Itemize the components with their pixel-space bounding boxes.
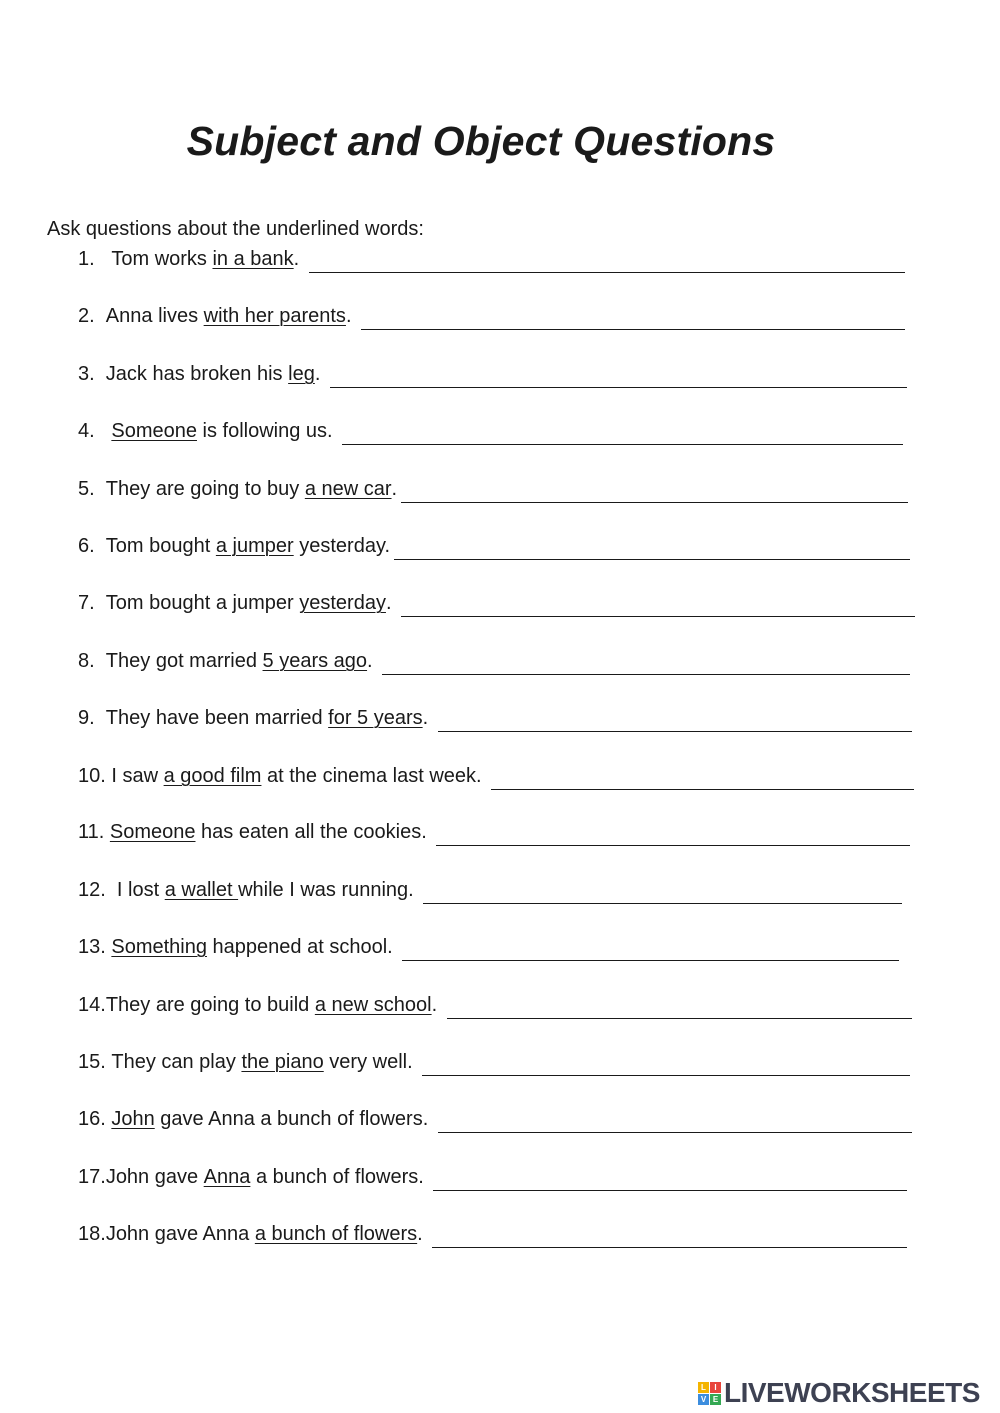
question-text: is following us. (196, 420, 339, 442)
question-item (78, 1051, 910, 1081)
question-text: . (345, 305, 358, 327)
question-number: 11. (78, 821, 110, 843)
question-text: very well. (323, 1051, 419, 1073)
question-number: 2. (78, 305, 106, 327)
question-text: John gave (105, 1166, 204, 1188)
question-number: 8. (78, 650, 106, 672)
underlined-words: a new car (304, 478, 392, 500)
question-text: . (314, 363, 326, 385)
question-text: They have been married (105, 707, 329, 729)
logo-letter: I (710, 1382, 721, 1393)
underlined-words: leg (288, 363, 315, 385)
answer-line[interactable] (436, 845, 910, 846)
answer-line[interactable] (309, 272, 905, 273)
answer-line[interactable] (438, 1132, 912, 1133)
answer-line[interactable] (432, 1247, 907, 1248)
underlined-words: with her parents (203, 305, 346, 327)
question-item (78, 1223, 907, 1253)
question-text: Anna lives (105, 305, 204, 327)
question-text: They got married (105, 650, 263, 672)
question-text: . (417, 1223, 429, 1245)
underlined-words: Something (111, 936, 207, 958)
question-text: has eaten all the cookies. (195, 821, 433, 843)
answer-line[interactable] (447, 1018, 912, 1019)
underlined-words: Someone (109, 821, 196, 843)
underlined-words: John (111, 1108, 155, 1130)
question-text: . (385, 592, 398, 614)
answer-line[interactable] (382, 674, 910, 675)
underlined-words: a good film (163, 765, 262, 787)
answer-line[interactable] (422, 1075, 910, 1076)
question-item (78, 650, 910, 680)
question-text: . (391, 478, 398, 500)
question-text: I saw (111, 765, 164, 787)
question-item (78, 248, 905, 278)
question-number: 16. (78, 1108, 112, 1130)
question-item (78, 707, 912, 737)
answer-line[interactable] (342, 444, 903, 445)
answer-line[interactable] (361, 329, 905, 330)
question-text: at the cinema last week. (261, 765, 488, 787)
answer-line[interactable] (401, 616, 915, 617)
question-number: 13. (78, 936, 112, 958)
question-text: gave Anna a bunch of flowers. (154, 1108, 434, 1130)
question-text: happened at school. (206, 936, 399, 958)
question-number: 9. (78, 707, 106, 729)
question-text: . (431, 994, 443, 1016)
worksheet-title: Subject and Object Questions (186, 118, 776, 164)
underlined-words: in a bank (212, 248, 294, 270)
answer-line[interactable] (330, 387, 907, 388)
answer-line[interactable] (491, 789, 914, 790)
underlined-words: a bunch of flowers (254, 1223, 418, 1245)
question-text: . (293, 248, 305, 270)
question-text: They are going to buy (105, 478, 305, 500)
question-item (78, 478, 908, 508)
logo-letter: V (698, 1394, 709, 1405)
brand-name: LIVEWORKSHEETS (724, 1377, 980, 1408)
question-number: 14. (78, 994, 106, 1016)
underlined-words: a jumper (215, 535, 294, 557)
question-item (78, 592, 915, 622)
question-number: 10. (78, 765, 112, 787)
question-number: 7. (78, 592, 106, 614)
answer-line[interactable] (401, 502, 908, 503)
underlined-words: 5 years ago (262, 650, 368, 672)
answer-line[interactable] (423, 903, 902, 904)
logo-letter: L (698, 1382, 709, 1393)
question-item (78, 535, 910, 565)
question-number: 4. (78, 420, 112, 442)
question-number: 12. (78, 879, 117, 901)
underlined-words: Someone (111, 420, 197, 442)
question-text: . (422, 707, 434, 729)
question-item (78, 821, 910, 851)
question-item (78, 765, 914, 795)
underlined-words: a wallet (164, 879, 239, 901)
question-number: 18. (78, 1223, 106, 1245)
question-text: I lost (116, 879, 165, 901)
question-text: . (367, 650, 379, 672)
logo-grid-icon (698, 1382, 721, 1405)
question-item (78, 879, 902, 909)
question-text: Tom bought (105, 535, 216, 557)
question-number: 6. (78, 535, 106, 557)
underlined-words: a new school (314, 994, 432, 1016)
question-number: 1. (78, 248, 112, 270)
question-number: 5. (78, 478, 106, 500)
logo-letter: E (710, 1394, 721, 1405)
answer-line[interactable] (433, 1190, 907, 1191)
question-item (78, 305, 905, 335)
underlined-words: yesterday (299, 592, 386, 614)
question-number: 3. (78, 363, 106, 385)
question-item (78, 994, 912, 1024)
answer-line[interactable] (394, 559, 910, 560)
instructions-text: Ask questions about the underlined words: (47, 218, 424, 240)
answer-line[interactable] (438, 731, 912, 732)
question-text: Tom bought a jumper (105, 592, 300, 614)
question-text: John gave Anna (105, 1223, 255, 1245)
question-number: 17. (78, 1166, 106, 1188)
underlined-words: Anna (203, 1166, 251, 1188)
underlined-words: the piano (241, 1051, 324, 1073)
question-text: a bunch of flowers. (250, 1166, 430, 1188)
question-number: 15. (78, 1051, 112, 1073)
question-text: Jack has broken his (105, 363, 289, 385)
liveworksheets-logo (698, 1376, 980, 1410)
answer-line[interactable] (402, 960, 899, 961)
question-item (78, 1108, 912, 1138)
question-text: yesterday. (293, 535, 391, 557)
question-item (78, 936, 899, 966)
question-text: They are going to build (105, 994, 315, 1016)
underlined-words: for 5 years (328, 707, 423, 729)
question-text: while I was running. (238, 879, 420, 901)
question-text: Tom works (111, 248, 213, 270)
question-item (78, 1166, 907, 1196)
question-item (78, 420, 903, 450)
question-text: They can play (111, 1051, 242, 1073)
question-item (78, 363, 907, 393)
